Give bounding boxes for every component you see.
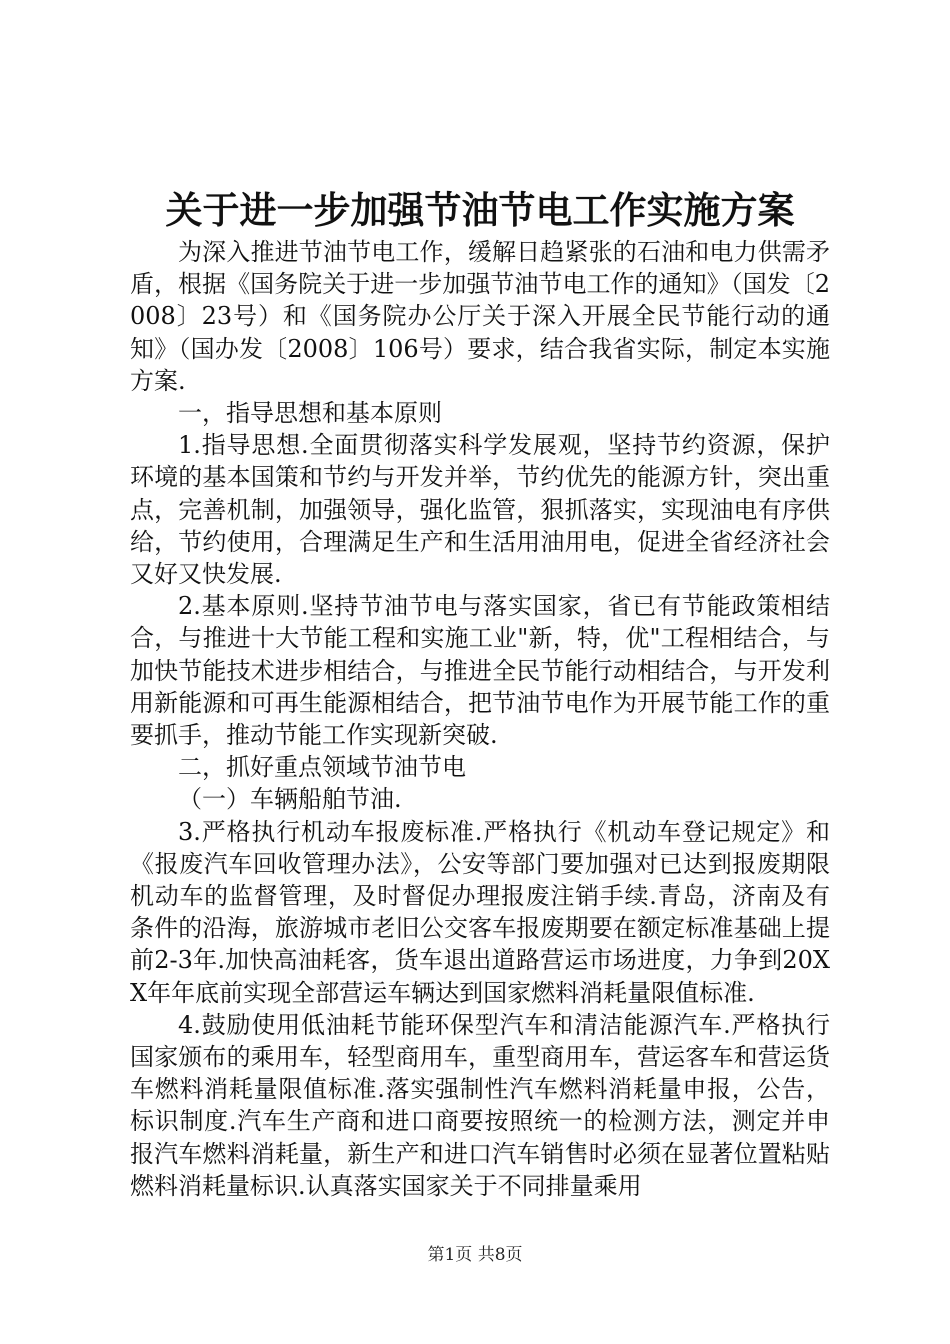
paragraph-scrapping-standards: 3.严格执行机动车报废标准.严格执行《机动车登记规定》和《报废汽车回收管理办法》，公安等部门要加强对已达到报废期限机动车的监督管理，及时督促办理报废注销手续.青岛，济南及有条件的沿海，旅游城市老旧公交客车报废期要在额定标准基础上提前2-3年.加快高油耗客，货车退出道路营运市场进度，力争到20XX年年底前实现全部营运车辆达到国家燃料消耗量限值标准. (130, 817, 830, 1007)
paragraph-guiding-ideology: 1.指导思想.全面贯彻落实科学发展观，坚持节约资源，保护环境的基本国策和节约与开发并举，节约优先的能源方针，突出重点，完善机制，加强领导，强化监管，狠抓落实，实现油电有序供给，节约使用，合理满足生产和生活用油用电，促进全省经济社会又好又快发展. (130, 431, 830, 589)
page-footer: 第1页 共8页 (427, 1245, 523, 1265)
paragraph-basic-principles: 2.基本原则.坚持节油节电与落实国家，省已有节能政策相结合，与推进十大节能工程和实施工业"新，特，优"工程相结合，与加快节能技术进步相结合，与推进全民节能行动相结合，与开发利用新能源和可再生能源相结合，把节油节电作为开展节能工作的重要抓手，推动节能工作实现新突破. (130, 592, 830, 750)
section-heading-guiding-principles: 一，指导思想和基本原则 (178, 399, 442, 428)
section-heading-key-areas: 二，抓好重点领域节油节电 (178, 753, 466, 782)
document-body (130, 236, 830, 1202)
subsection-heading-vehicles-ships: （一）车辆船舶节油. (178, 785, 402, 814)
intro-paragraph: 为深入推进节油节电工作，缓解日趋紧张的石油和电力供需矛盾，根据《国务院关于进一步加强节油节电工作的通知》（国发〔2008〕23号）和《国务院办公厅关于深入开展全民节能行动的通知》（国办发〔2008〕106号）要求，结合我省实际，制定本实施方案. (130, 238, 830, 395)
paragraph-low-fuel-vehicles: 4.鼓励使用低油耗节能环保型汽车和清洁能源汽车.严格执行国家颁布的乘用车，轻型商用车，重型商用车，营运客车和营运货车燃料消耗量限值标准.落实强制性汽车燃料消耗量申报，公告，标识制度.汽车生产商和进口商要按照统一的检测方法，测定并申报汽车燃料消耗量，新生产和进口汽车销售时必须在显著位置粘贴燃料消耗量标识.认真落实国家关于不同排量乘用 (130, 1010, 830, 1200)
document-title: 关于进一步加强节油节电工作实施方案 (165, 188, 795, 232)
